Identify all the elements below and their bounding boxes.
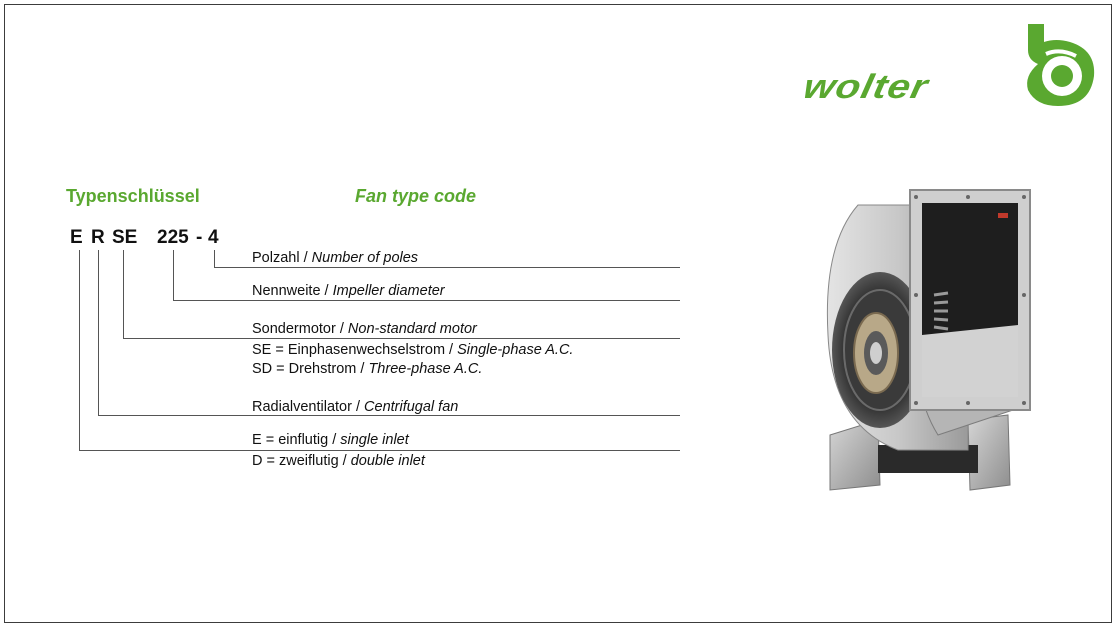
entry-motor-de: Sondermotor / bbox=[252, 321, 348, 337]
entry-inlet-double-en: double inlet bbox=[350, 453, 425, 469]
entry-fan-type-en: Centrifugal fan bbox=[364, 399, 459, 415]
entry-inlet-single bbox=[252, 432, 409, 448]
code-size: 225 bbox=[157, 227, 189, 248]
centrifugal-fan-image bbox=[818, 185, 1038, 495]
logo-wordmark: wolter bbox=[800, 68, 932, 106]
entry-motor-se-en: Single-phase A.C. bbox=[457, 342, 574, 358]
entry-inlet-single-en: single inlet bbox=[340, 432, 409, 448]
entry-poles bbox=[252, 250, 418, 266]
entry-inlet-double-de: D = zweiflutig / bbox=[252, 453, 351, 469]
entry-poles-de: Polzahl / bbox=[252, 250, 312, 266]
entry-motor-en: Non-standard motor bbox=[347, 321, 477, 337]
entry-fan-type bbox=[252, 399, 458, 415]
code-letter-r: R bbox=[91, 227, 105, 248]
entry-motor-sd-en: Three-phase A.C. bbox=[368, 361, 483, 377]
entry-diameter bbox=[252, 283, 445, 299]
heading-german: Typenschlüssel bbox=[66, 186, 200, 206]
code-poles: 4 bbox=[208, 227, 219, 248]
entry-fan-type-de: Radialventilator / bbox=[252, 399, 365, 415]
code-dash: - bbox=[196, 227, 203, 248]
heading-english: Fan type code bbox=[355, 186, 477, 206]
code-letter-se: SE bbox=[112, 227, 138, 248]
entry-inlet-single-de: E = einflutig / bbox=[252, 432, 341, 448]
entry-motor-se-de: SE = Einphasenwechselstrom / bbox=[252, 342, 458, 358]
entry-motor-se bbox=[252, 342, 573, 358]
entry-inlet-double bbox=[252, 453, 425, 469]
entry-motor bbox=[252, 321, 477, 337]
entry-diameter-en: Impeller diameter bbox=[332, 283, 445, 299]
entry-motor-sd bbox=[252, 361, 482, 377]
code-letter-e: E bbox=[70, 227, 83, 248]
entry-motor-sd-de: SD = Drehstrom / bbox=[252, 361, 369, 377]
entry-diameter-de: Nennweite / bbox=[252, 283, 333, 299]
entry-poles-en: Number of poles bbox=[311, 250, 419, 266]
